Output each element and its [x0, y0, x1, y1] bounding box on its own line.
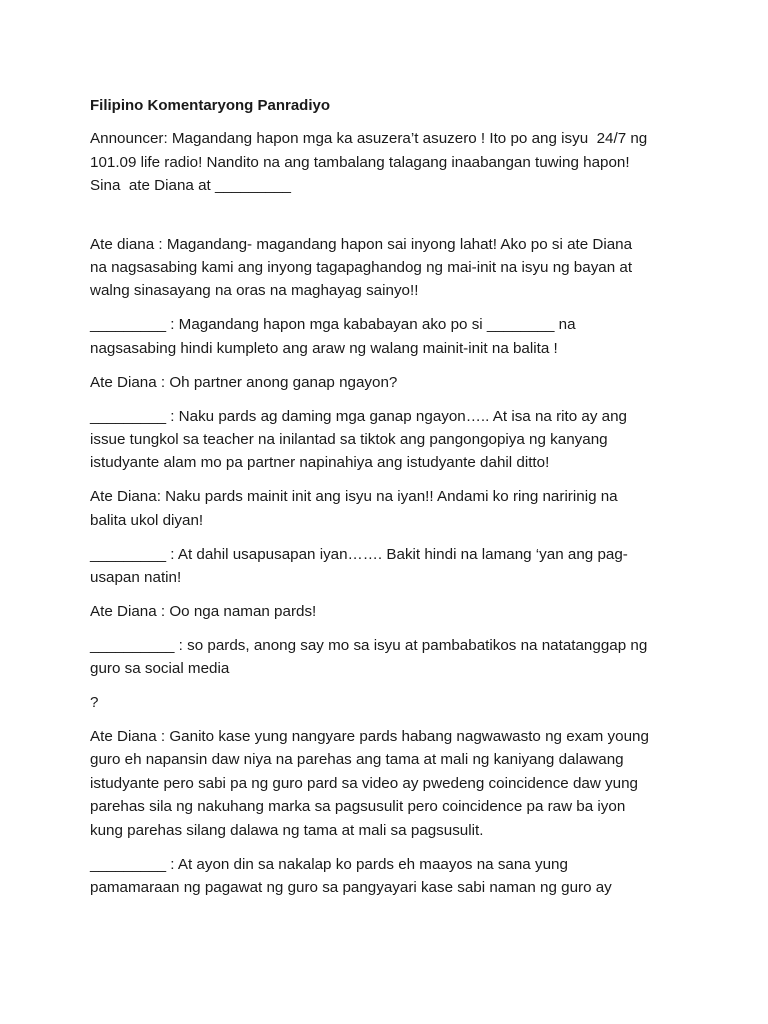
text-line: istudyante alam mo pa partner napinahiya ang istudyante dahil ditto! [90, 454, 550, 472]
text-line: Ate diana : Magandang- magandang hapon sai inyong lahat! Ako po si ate Diana [90, 235, 633, 253]
text-line: _________ : Magandang hapon mga kababayan ako po si ________ na [90, 316, 576, 334]
text-line: Ate Diana: Naku pards mainit init ang isyu na iyan!! Andami ko ring naririnig na [90, 488, 618, 506]
text-line: usapan natin! [90, 569, 182, 586]
dialogue-paragraph [90, 371, 710, 394]
dialogue-paragraph [90, 405, 710, 475]
dialogue-paragraph [90, 691, 710, 714]
dialogue-paragraph [90, 485, 710, 532]
dialogue-paragraph [90, 313, 710, 360]
text-line: _________ : At ayon din sa nakalap ko pards eh maayos na sana yung [90, 855, 568, 873]
text-line: ? [90, 694, 99, 712]
text-line: _________ : Naku pards ag daming mga ganap ngayon….. At isa na rito ay ang [90, 407, 627, 425]
text-line: istudyante pero sabi pa ng guro pard sa video ay pwedeng coincidence daw yung [90, 774, 638, 792]
dialogue-paragraph [90, 853, 710, 900]
text-line: 101.09 life radio! Nandito na ang tambalang talagang inaabangan tuwing hapon! [90, 153, 630, 171]
text-line: Announcer: Magandang hapon mga ka asuzera’t asuzero ! Ito po ang isyu 24/7 ng [90, 130, 648, 148]
text-line: kung parehas silang dalawa ng tama at mali sa pagsusulit. [90, 821, 484, 839]
dialogue-paragraph [90, 600, 710, 623]
document-title: Filipino Komentaryong Panradiyo [90, 97, 331, 114]
text-line: issue tungkol sa teacher na inilantad sa tiktok ang pangongopiya ng kanyang [90, 430, 608, 448]
text-line: balita ukol diyan! [90, 511, 204, 529]
text-line: walng sinasayang na oras na maghayag sainyo!! [90, 282, 419, 300]
text-line: guro sa social media [90, 660, 230, 678]
text-line: guro eh napansin daw niya na parehas ang tama at mali ng kaniyang dalawang [90, 751, 624, 769]
text-line: Ate Diana : Oh partner anong ganap ngayon? [90, 373, 398, 391]
text-line: Ate Diana : Ganito kase yung nangyare pards habang nagwawasto ng exam young [90, 728, 649, 746]
dialogue-paragraph [90, 725, 710, 842]
text-line: _________ : At dahil usapusapan iyan……. Bakit hindi na lamang ‘yan ang pag- [90, 545, 628, 563]
dialogue-paragraph [90, 127, 710, 197]
dialogue-paragraph [90, 233, 710, 303]
text-line: __________ : so pards, anong say mo sa isyu at pambabatikos na natatanggap ng [90, 636, 648, 654]
text-line: Ate Diana : Oo nga naman pards! [90, 602, 317, 620]
document-page [90, 94, 710, 910]
dialogue-body [90, 127, 710, 899]
text-line: na nagsasabing kami ang inyong tagapaghandog ng mai-init na isyu ng bayan at [90, 259, 633, 277]
text-line: parehas sila ng nakuhang marka sa pagsusulit pero coincidence pa raw ba iyon [90, 798, 626, 816]
text-line: pamamaraan ng pagawat ng guro sa pangyayari kase sabi naman ng guro ay [90, 878, 612, 896]
text-line: Sina ate Diana at _________ [90, 177, 291, 195]
text-line: nagsasabing hindi kumpleto ang araw ng walang mainit-init na balita ! [90, 339, 558, 357]
dialogue-paragraph [90, 634, 710, 681]
dialogue-paragraph [90, 543, 710, 590]
